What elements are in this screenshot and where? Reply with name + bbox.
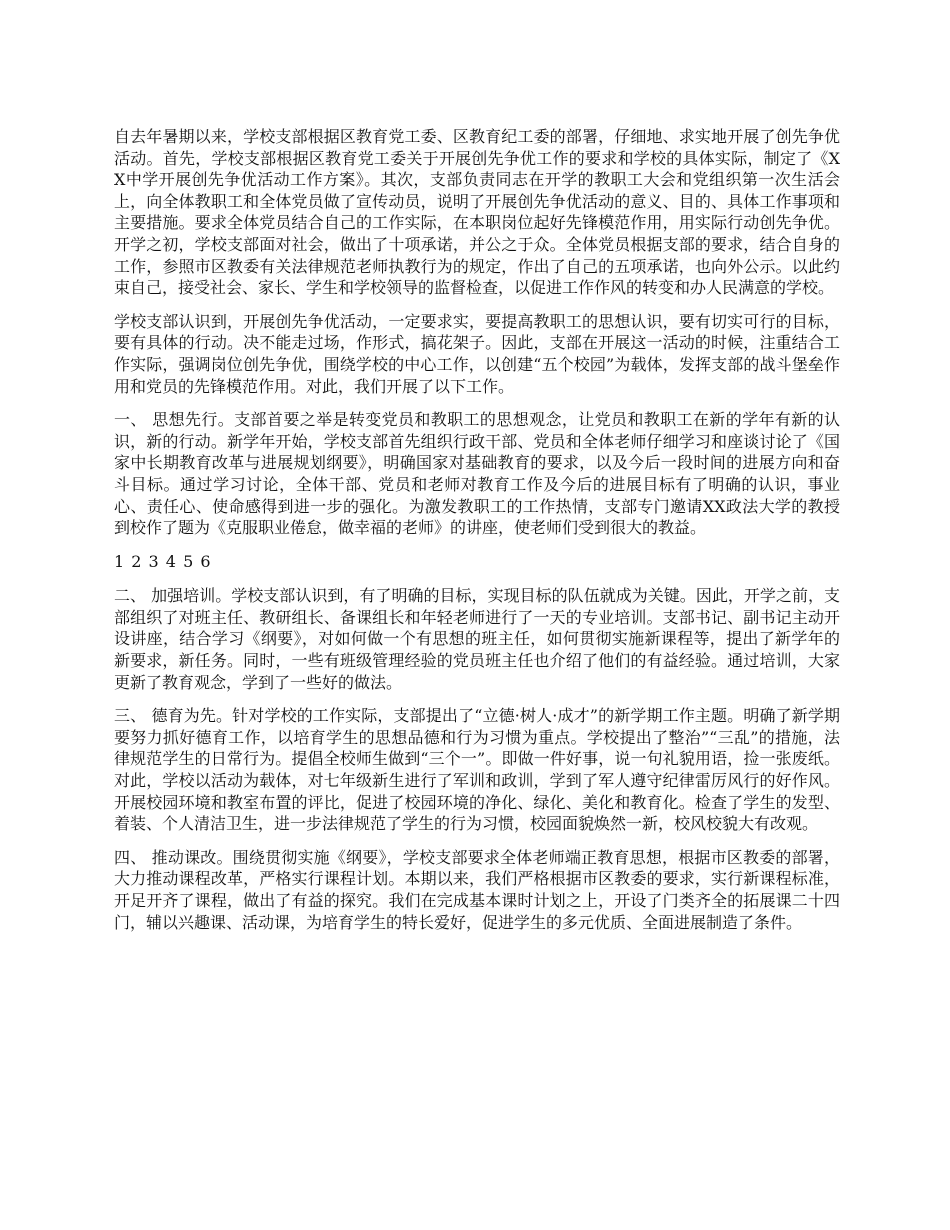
paragraph-curriculum-reform: 四、 推动课改。围绕贯彻实施《纲要》，学校支部要求全体老师端正教育思想，根据市区教委的部署，大力推动课程改革，严格实行课程计划。本期以来，我们严格根据市区教委的要求，实行新课程标准，开足开齐了课程，做出了有益的探究。我们在完成基本课时计划之上，开设了门类齐全的拓展课二十四门，辅以兴趣课、活动课，为培育学生的特长爱好，促进学生的多元优质、全面进展制造了条件。 <box>114 847 840 932</box>
document-body <box>114 126 840 945</box>
paragraph-understanding: 学校支部认识到，开展创先争优活动，一定要求实，要提高教职工的思想认识，要有切实可行的目标，要有具体的行动。决不能走过场，作形式，搞花架子。因此，支部在开展这一活动的时候，注重结合工作实际，强调岗位创先争优，围绕学校的中心工作，以创建“五个校园”为载体，发挥支部的战斗堡垒作用和党员的先锋模范作用。对此，我们开展了以下工作。 <box>114 311 840 396</box>
page-numbers: 1 2 3 4 5 6 <box>114 551 212 571</box>
paragraph-intro: 自去年暑期以来，学校支部根据区教育党工委、区教育纪工委的部署，仔细地、求实地开展了创先争优活动。首先，学校支部根据区教育党工委关于开展创先争优工作的要求和学校的具体实际，制定了《XX中学开展创先争优活动工作方案》。其次，支部负责同志在开学的教职工大会和党组织第一次生活会上，向全体教职工和全体党员做了宣传动员，说明了开展创先争优活动的意义、目的、具体工作事项和主要措施。要求全体党员结合自己的工作实际，在本职岗位起好先锋模范作用，用实际行动创先争优。开学之初，学校支部面对社会，做出了十项承诺，并公之于众。全体党员根据支部的要求，结合自身的工作，参照市区教委有关法律规范老师执教行为的规定，作出了自己的五项承诺，也向外公示。以此约束自己，接受社会、家长、学生和学校领导的监督检查，以促进工作作风的转变和办人民满意的学校。 <box>114 127 840 298</box>
paragraph-moral-education: 三、 德育为先。针对学校的工作实际，支部提出了“立德·树人·成才”的新学期工作主题。明确了新学期要努力抓好德育工作，以培育学生的思想品德和行为习惯为重点。学校提出了整治”“三乱”的措施，法律规范学生的日常行为。提倡全校师生做到“三个一”。即做一件好事，说一句礼貌用语，捡一张废纸。对此，学校以活动为载体，对七年级新生进行了军训和政训，学到了军人遵守纪律雷厉风行的好作风。开展校园环境和教室布置的评比，促进了校园环境的净化、绿化、美化和教育化。检查了学生的发型、着装、个人清洁卫生，进一步法律规范了学生的行为习惯，校园面貌焕然一新，校风校貌大有改观。 <box>114 706 840 834</box>
paragraph-thought-first: 一、 思想先行。支部首要之举是转变党员和教职工的思想观念，让党员和教职工在新的学年有新的认识，新的行动。新学年开始，学校支部首先组织行政干部、党员和全体老师仔细学习和座谈讨论了《国家中长期教育改革与进展规划纲要》，明确国家对基础教育的要求，以及今后一段时间的进展方向和奋斗目标。通过学习讨论，全体干部、党员和老师对教育工作及今后的进展目标有了明确的认识，事业心、责任心、使命感得到进一步的强化。为激发教职工的工作热情，支部专门邀请XX政法大学的教授到校作了题为《克服职业倦怠，做幸福的老师》的讲座，使老师们受到很大的教益。 <box>114 410 840 538</box>
paragraph-training: 二、 加强培训。学校支部认识到，有了明确的目标，实现目标的队伍就成为关键。因此，开学之前，支部组织了对班主任、教研组长、备课组长和年轻老师进行了一天的专业培训。支部书记、副书记主动开设讲座，结合学习《纲要》，对如何做一个有思想的班主任，如何贯彻实施新课程等，提出了新学年的新要求，新任务。同时，一些有班级管理经验的党员班主任也介绍了他们的有益经验。通过培训，大家更新了教育观念，学到了一些好的做法。 <box>114 586 840 692</box>
